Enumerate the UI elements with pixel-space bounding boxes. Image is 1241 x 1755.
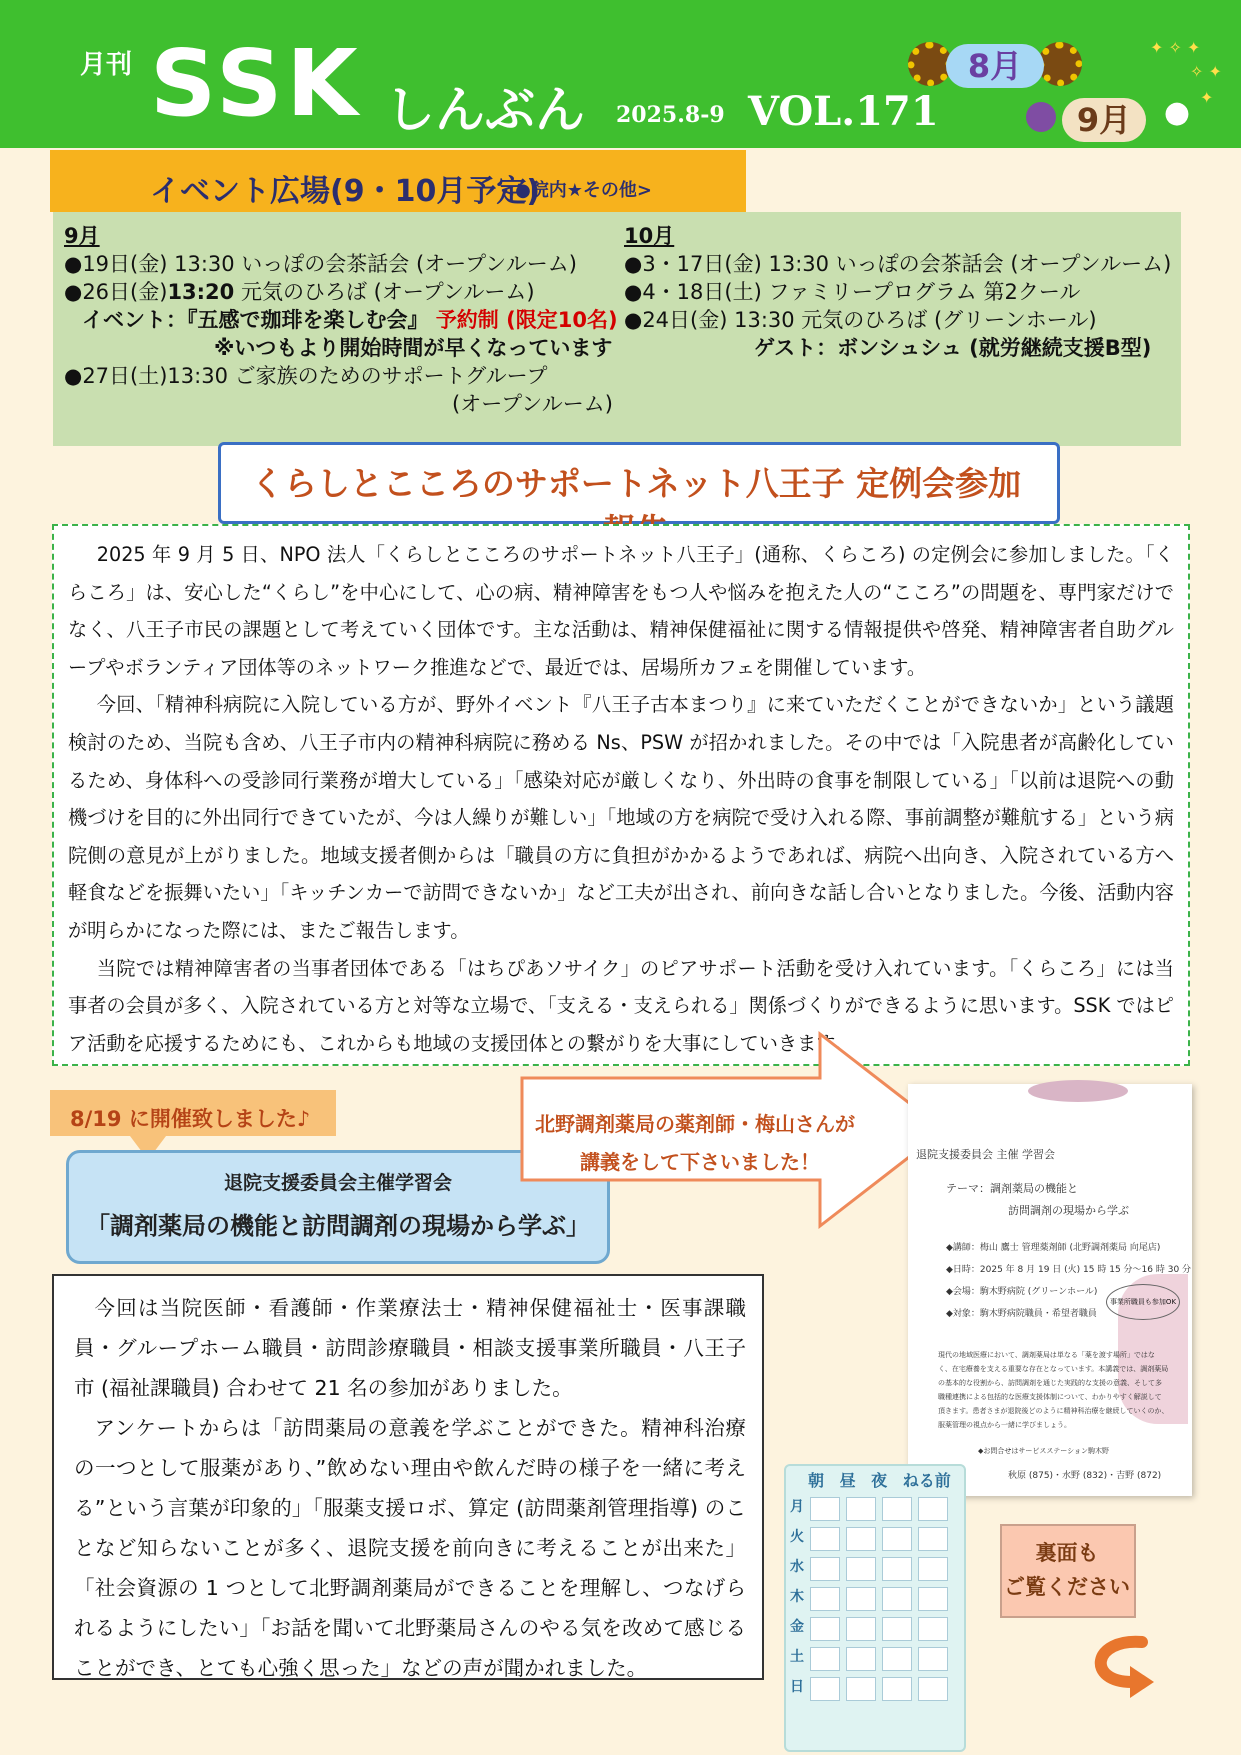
article-body — [68, 536, 1174, 1062]
event-item: ●27日(土)13:30 ご家族のためのサポートグループ — [64, 364, 548, 388]
issue-date: 2025.8-9 — [616, 102, 725, 128]
dango-icon: ● — [1163, 95, 1191, 130]
month-badge-september: 9月 — [1062, 98, 1146, 142]
sunflower-icon — [1038, 42, 1082, 86]
article-title: くらしとこころのサポートネット八王子 定例会参加 — [250, 464, 1022, 503]
sparkle-icon: ✦ ✧ ✦ — [1150, 38, 1201, 57]
event-guest: ゲスト：ボンシュシュ (就労継続支援B型) — [754, 336, 1152, 360]
event-item: ●3・17日(金) 13:30 いっぽの会茶話会 (オープンルーム) — [624, 252, 1172, 276]
masthead-logo-ssk: SSK — [150, 30, 362, 137]
event-title: イベント広場(9・10月予定) — [150, 174, 541, 209]
speaker-note: 北野調剤薬局の薬剤師・梅山さんが — [535, 1112, 855, 1136]
study-session-subtitle: 退院支援委員会主催学習会 — [223, 1172, 452, 1194]
event-item: ●4・18日(土) ファミリープログラム 第2クール — [624, 280, 1081, 304]
curved-arrow-icon — [1082, 1630, 1162, 1700]
event-item-cont: (オープンルーム) — [452, 392, 613, 416]
grape-icon — [1026, 102, 1056, 132]
month-badge-august: 8月 — [946, 44, 1044, 88]
report-paragraph: アンケートからは「訪問薬局の意義を学ぶことができた。精神科治療の一つとして服薬があり、”飲めない理由や飲んだ時の様子を一緒に考える”という言葉が印象的」「服薬支援ロボ、算定 (訪問薬剤管理指導) のことなど知らないことが多く、退院支援を前向きに考えることが出来た」「社会資源の 1 つとして北野調剤薬局ができることを理解し、つなげられるようにしたい」「お話を聞いて北野薬局さんのやる気を改めて感じることができ、とても心強く思った」などの声が聞かれました。 — [74, 1416, 746, 1680]
report-paragraph: 今回は当院医師・看護師・作業療法士・精神保健福祉士・医事課職員・グループホーム職員・訪問診療職員・相談支援事業所職員・八王子市 (福祉課職員) 合わせて 21 名の参加がありました。 — [74, 1296, 746, 1400]
study-session-title: 「調剤薬局の機能と訪問調剤の現場から学ぶ」 — [86, 1212, 590, 1240]
masthead-logo-shinbun: しんぶん — [385, 81, 585, 139]
event-item: ●26日(金)13:20 元気のひろば (オープンルーム) — [64, 280, 535, 304]
pill-calendar-row: 金 — [786, 1614, 960, 1642]
sparkle-icon: ✦ — [1200, 88, 1214, 107]
article-paragraph: 当院では精神障害者の当事者団体である「はちぴあソサイク」のピアサポート活動を受け入れています。「くらころ」には当事者の会員が多く、入院されている方と対等な立場で、「支える・支えられる」関係づくりができるように思います。SSK ではピア活動を応援するためにも、これからも地域の支援団体との繋がりを大事にしていきます。 — [68, 956, 1174, 1055]
article-paragraph: 今回、「精神科病院に入院している方が、野外イベント『八王子古本まつり』に来ていただくことができないか」という議題検討のため、当院も含め、八王子市内の精神科病院に務める Ns、PSW が招かれました。その中では「入院患者が高齢化しているため、身体科への受診同行業務が増大している」「感染対応が厳しくなり、外出時の食事を制限している」「以前は退院への動機づけを目的に外出同行できていたが、今は人繰りが難しい」「地域の方を病院で受け入れる際、事前調整が難航する」という病院側の意見が上がりました。地域支援者側からは「職員の方に負担がかかるようであれば、病院へ出向き、入院されている方へ軽食などを振舞いたい」「キッチンカーで訪問できないか」など工夫が出され、前向きな話し合いとなりました。今後、活動内容が明らかになった際には、またご報告します。 — [68, 693, 1174, 942]
flyer-bubble: 事業所職員も参加OK — [1106, 1284, 1180, 1320]
study-session-flyer: 退院支援委員会 主催 学習会 テーマ：調剤薬局の機能と 訪問調剤の現場から学ぶ ◆講師：梅山 鷹士 管理薬剤師 (北野調剤薬局 向尾店) ◆日時：2025 年 8 月 19 日 (火) 15 時 15 分～16 時 30 分 ◆会場：駒木野病院 (グリーンホール) ◆対象：駒木野病院職員・希望者職員 事業所職員も参加OK 現代の地域医療において、調剤薬局は単なる「薬を渡す場所」ではな く、在宅療養を支える重要な存在となっています。本講義では、調剤薬局 の基本的な役割から、訪問調剤を通じた実践的な支援の意義、そして多 職種連携による包括的な医療支援体制について、わかりやすく解説して 頂きます。患者さまが退院後どのように精神科治療を継続していくのか、 服薬管理の視点から一緒に学びましょう。 ◆お問合せはサービスステーション駒木野 秋原 (875)・水野 (832)・吉野 (872) — [908, 1084, 1192, 1496]
pill-calendar-row: 木 — [786, 1584, 960, 1612]
article-paragraph: 2025 年 9 月 5 日、NPO 法人「くらしとこころのサポートネット八王子」(通称、くらころ) の定例会に参加しました。「くらころ」は、安心した“くらし”を中心にして、心の病、精神障害をもつ人や悩みを抱えた人の“こころ”の問題を、専門家だけでなく、八王子市民の課題として考えていく団体です。主な活動は、精神保健福祉に関する情報提供や啓発、精神障害者自助グループやボランティア団体等のネットワーク推進などで、最近では、居場所カフェを開催しています。 — [68, 543, 1174, 679]
september-schedule — [64, 222, 618, 418]
masthead-monthly-label: 月刊 — [80, 50, 133, 80]
see-back-text: 裏面も ご覧ください — [1004, 1541, 1130, 1599]
pill-calendar-row: 月 — [786, 1494, 960, 1522]
event-note: イベント：『五感で珈琲を楽しむ会』 予約制 (限定10名) — [82, 308, 618, 332]
event-item: ●19日(金) 13:30 いっぽの会茶話会 (オープンルーム) — [64, 252, 577, 276]
october-schedule — [624, 222, 1171, 362]
event-item: ●24日(金) 13:30 元気のひろば (グリーンホール) — [624, 308, 1097, 332]
date-tag-label: 8/19 に開催致しました♪ — [70, 1107, 311, 1131]
pill-calendar-header: 朝 昼 夜 ねる前 — [808, 1471, 951, 1490]
issue-volume: VOL.171 — [748, 88, 939, 135]
pill-calendar-row: 日 — [786, 1674, 960, 1702]
pill-calendar-row: 土 — [786, 1644, 960, 1672]
month-heading: 10月 — [624, 224, 675, 248]
speaker-note: 講義をして下さいました！ — [580, 1150, 820, 1174]
month-heading: 9月 — [64, 224, 100, 248]
flyer-decoration — [1028, 1080, 1128, 1102]
pill-calendar-row: 火 — [786, 1524, 960, 1552]
report-body — [74, 1288, 746, 1688]
event-note: ※いつもより開始時間が早くなっています — [214, 336, 613, 360]
pill-calendar-row: 水 — [786, 1554, 960, 1582]
sparkle-icon: ✧ ✦ — [1190, 62, 1222, 81]
event-legend: <●院内★その他> — [500, 180, 653, 201]
